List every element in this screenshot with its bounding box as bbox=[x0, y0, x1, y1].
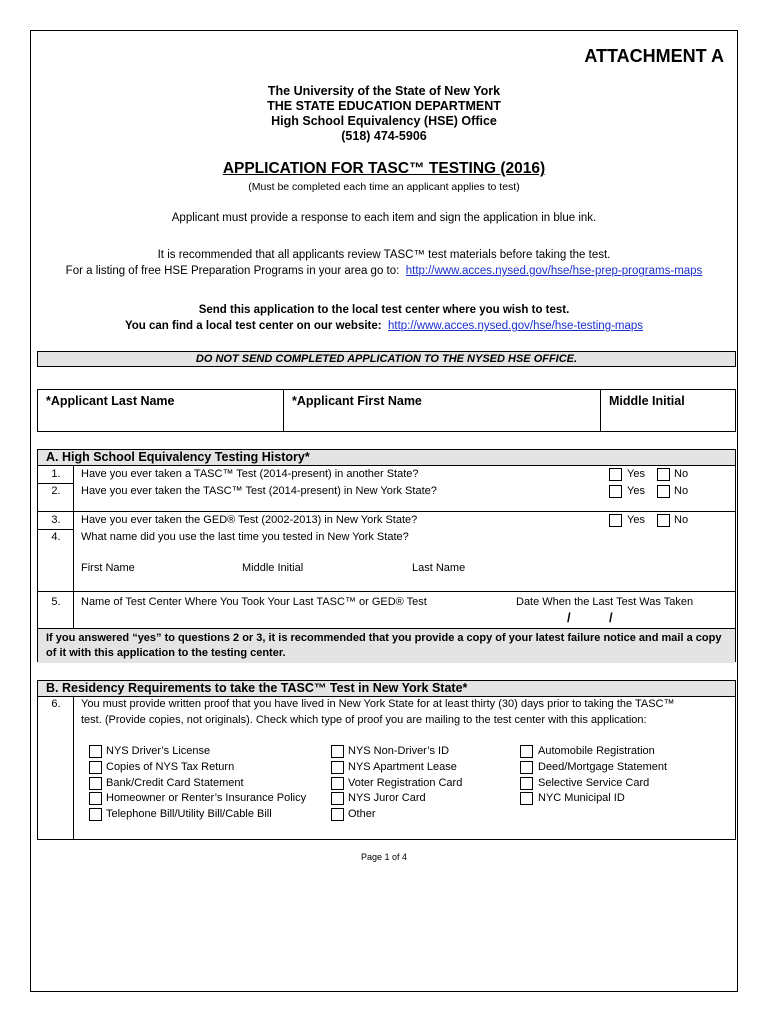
yes-label: Yes bbox=[627, 514, 645, 526]
option-label: NYS Driver’s License bbox=[106, 745, 211, 757]
apartment-lease-checkbox[interactable] bbox=[331, 761, 344, 774]
question-6-line-1: You must provide written proof that you have lived in New York State for at least thirty (30) days prior to taking the TASC™ bbox=[81, 698, 675, 710]
section-a-heading: A. High School Equivalency Testing History* bbox=[38, 450, 735, 465]
q4-first-name-field[interactable]: First Name bbox=[81, 562, 135, 574]
deed-mortgage-checkbox[interactable] bbox=[520, 761, 533, 774]
send-text: Send this application to the local test center where you wish to test. bbox=[198, 304, 570, 316]
q3-yes-checkbox[interactable] bbox=[609, 514, 622, 527]
option-label: Voter Registration Card bbox=[348, 777, 463, 789]
first-name-field[interactable]: *Applicant First Name bbox=[284, 390, 601, 431]
date-separator: / bbox=[567, 610, 571, 625]
header-line-4: (518) 474-5906 bbox=[341, 129, 427, 143]
question-4: What name did you use the last time you tested in New York State? bbox=[81, 531, 409, 543]
divider bbox=[38, 465, 735, 466]
prep-programs-link[interactable]: http://www.acces.nysed.gov/hse/hse-prep-programs-maps bbox=[405, 265, 703, 277]
section-b-heading: B. Residency Requirements to take the TASC™ Test in New York State* bbox=[38, 681, 735, 696]
q1-no-checkbox[interactable] bbox=[657, 468, 670, 481]
section-a bbox=[37, 449, 736, 662]
number-column bbox=[38, 696, 74, 839]
q1-yes-checkbox[interactable] bbox=[609, 468, 622, 481]
find-text: You can find a local test center on our website: bbox=[124, 320, 382, 332]
yes-label: Yes bbox=[627, 485, 645, 497]
find-line bbox=[30, 320, 738, 332]
last-test-date-field[interactable]: Date When the Last Test Was Taken bbox=[516, 596, 694, 608]
listing-text: For a listing of free HSE Preparation Programs in your area go to: bbox=[65, 265, 400, 277]
listing-line bbox=[30, 265, 738, 277]
q3-no-checkbox[interactable] bbox=[657, 514, 670, 527]
utility-bill-checkbox[interactable] bbox=[89, 808, 102, 821]
question-2: Have you ever taken the TASC™ Test (2014-present) in New York State? bbox=[81, 485, 437, 497]
option-label: NYS Juror Card bbox=[348, 792, 426, 804]
testing-maps-link[interactable]: http://www.acces.nysed.gov/hse/hse-testing-maps bbox=[388, 320, 644, 332]
selective-service-checkbox[interactable] bbox=[520, 777, 533, 790]
header-line-3: High School Equivalency (HSE) Office bbox=[271, 114, 497, 128]
option-label: NYS Non-Driver’s ID bbox=[348, 745, 450, 757]
section-b bbox=[37, 680, 736, 840]
recommend-text: It is recommended that all applicants review TASC™ test materials before taking the test. bbox=[157, 249, 611, 261]
yes-label: Yes bbox=[627, 468, 645, 480]
applicant-name-row bbox=[37, 389, 736, 432]
page-number: Page 1 of 4 bbox=[360, 852, 408, 862]
agency-header bbox=[30, 84, 738, 144]
question-5[interactable]: Name of Test Center Where You Took Your Last TASC™ or GED® Test bbox=[81, 596, 427, 608]
divider bbox=[38, 529, 74, 530]
question-6-line-2: test. (Provide copies, not originals). Check which type of proof you are mailing to the test center with this application: bbox=[81, 714, 647, 726]
instruction-text: Applicant must provide a response to each item and sign the application in blue ink. bbox=[171, 212, 597, 224]
option-label: Bank/Credit Card Statement bbox=[106, 777, 244, 789]
attachment-label: ATTACHMENT A bbox=[584, 46, 724, 66]
option-label: Deed/Mortgage Statement bbox=[538, 761, 668, 773]
tax-return-checkbox[interactable] bbox=[89, 761, 102, 774]
other-checkbox[interactable] bbox=[331, 808, 344, 821]
voter-registration-checkbox[interactable] bbox=[331, 777, 344, 790]
question-number: 3. bbox=[51, 514, 61, 526]
question-number: 6. bbox=[51, 698, 61, 710]
divider bbox=[38, 591, 735, 592]
warning-bar: DO NOT SEND COMPLETED APPLICATION TO THE NYSED HSE OFFICE. bbox=[37, 351, 736, 367]
q4-middle-initial-field[interactable]: Middle Initial bbox=[242, 562, 304, 574]
divider bbox=[38, 511, 735, 512]
divider bbox=[38, 696, 735, 697]
option-label: Other bbox=[348, 808, 376, 820]
non-drivers-id-checkbox[interactable] bbox=[331, 745, 344, 758]
header-line-2: THE STATE EDUCATION DEPARTMENT bbox=[267, 99, 501, 113]
option-label: Homeowner or Renter’s Insurance Policy bbox=[106, 792, 307, 804]
option-label: NYC Municipal ID bbox=[538, 792, 625, 804]
failure-notice-note: If you answered “yes” to questions 2 or 3, it is recommended that you provide a copy of your latest failure notice and mail a copy of it with this application to the testing center. bbox=[38, 629, 735, 663]
middle-initial-field[interactable]: Middle Initial bbox=[609, 394, 685, 408]
question-1: Have you ever taken a TASC™ Test (2014-present) in another State? bbox=[81, 468, 419, 480]
option-label: Telephone Bill/Utility Bill/Cable Bill bbox=[106, 808, 272, 820]
form-title: APPLICATION FOR TASC™ TESTING (2016) bbox=[222, 160, 546, 177]
q2-no-checkbox[interactable] bbox=[657, 485, 670, 498]
drivers-license-checkbox[interactable] bbox=[89, 745, 102, 758]
divider bbox=[38, 483, 74, 484]
insurance-policy-checkbox[interactable] bbox=[89, 792, 102, 805]
no-label: No bbox=[674, 468, 689, 480]
option-label: Copies of NYS Tax Return bbox=[106, 761, 235, 773]
last-name-field[interactable]: *Applicant Last Name bbox=[38, 390, 284, 431]
no-label: No bbox=[674, 485, 689, 497]
q2-yes-checkbox[interactable] bbox=[609, 485, 622, 498]
auto-registration-checkbox[interactable] bbox=[520, 745, 533, 758]
option-label: Selective Service Card bbox=[538, 777, 650, 789]
no-label: No bbox=[674, 514, 689, 526]
option-label: Automobile Registration bbox=[538, 745, 655, 757]
bank-statement-checkbox[interactable] bbox=[89, 777, 102, 790]
question-number: 2. bbox=[51, 485, 61, 497]
nyc-municipal-id-checkbox[interactable] bbox=[520, 792, 533, 805]
question-number: 4. bbox=[51, 531, 61, 543]
juror-card-checkbox[interactable] bbox=[331, 792, 344, 805]
form-subtitle: (Must be completed each time an applicant applies to test) bbox=[248, 181, 520, 193]
q4-last-name-field[interactable]: Last Name bbox=[412, 562, 466, 574]
header-line-1: The University of the State of New York bbox=[267, 84, 501, 98]
question-number: 1. bbox=[51, 468, 61, 480]
question-number: 5. bbox=[51, 596, 61, 608]
option-label: NYS Apartment Lease bbox=[348, 761, 457, 773]
date-separator: / bbox=[609, 610, 613, 625]
question-3: Have you ever taken the GED® Test (2002-2013) in New York State? bbox=[81, 514, 418, 526]
